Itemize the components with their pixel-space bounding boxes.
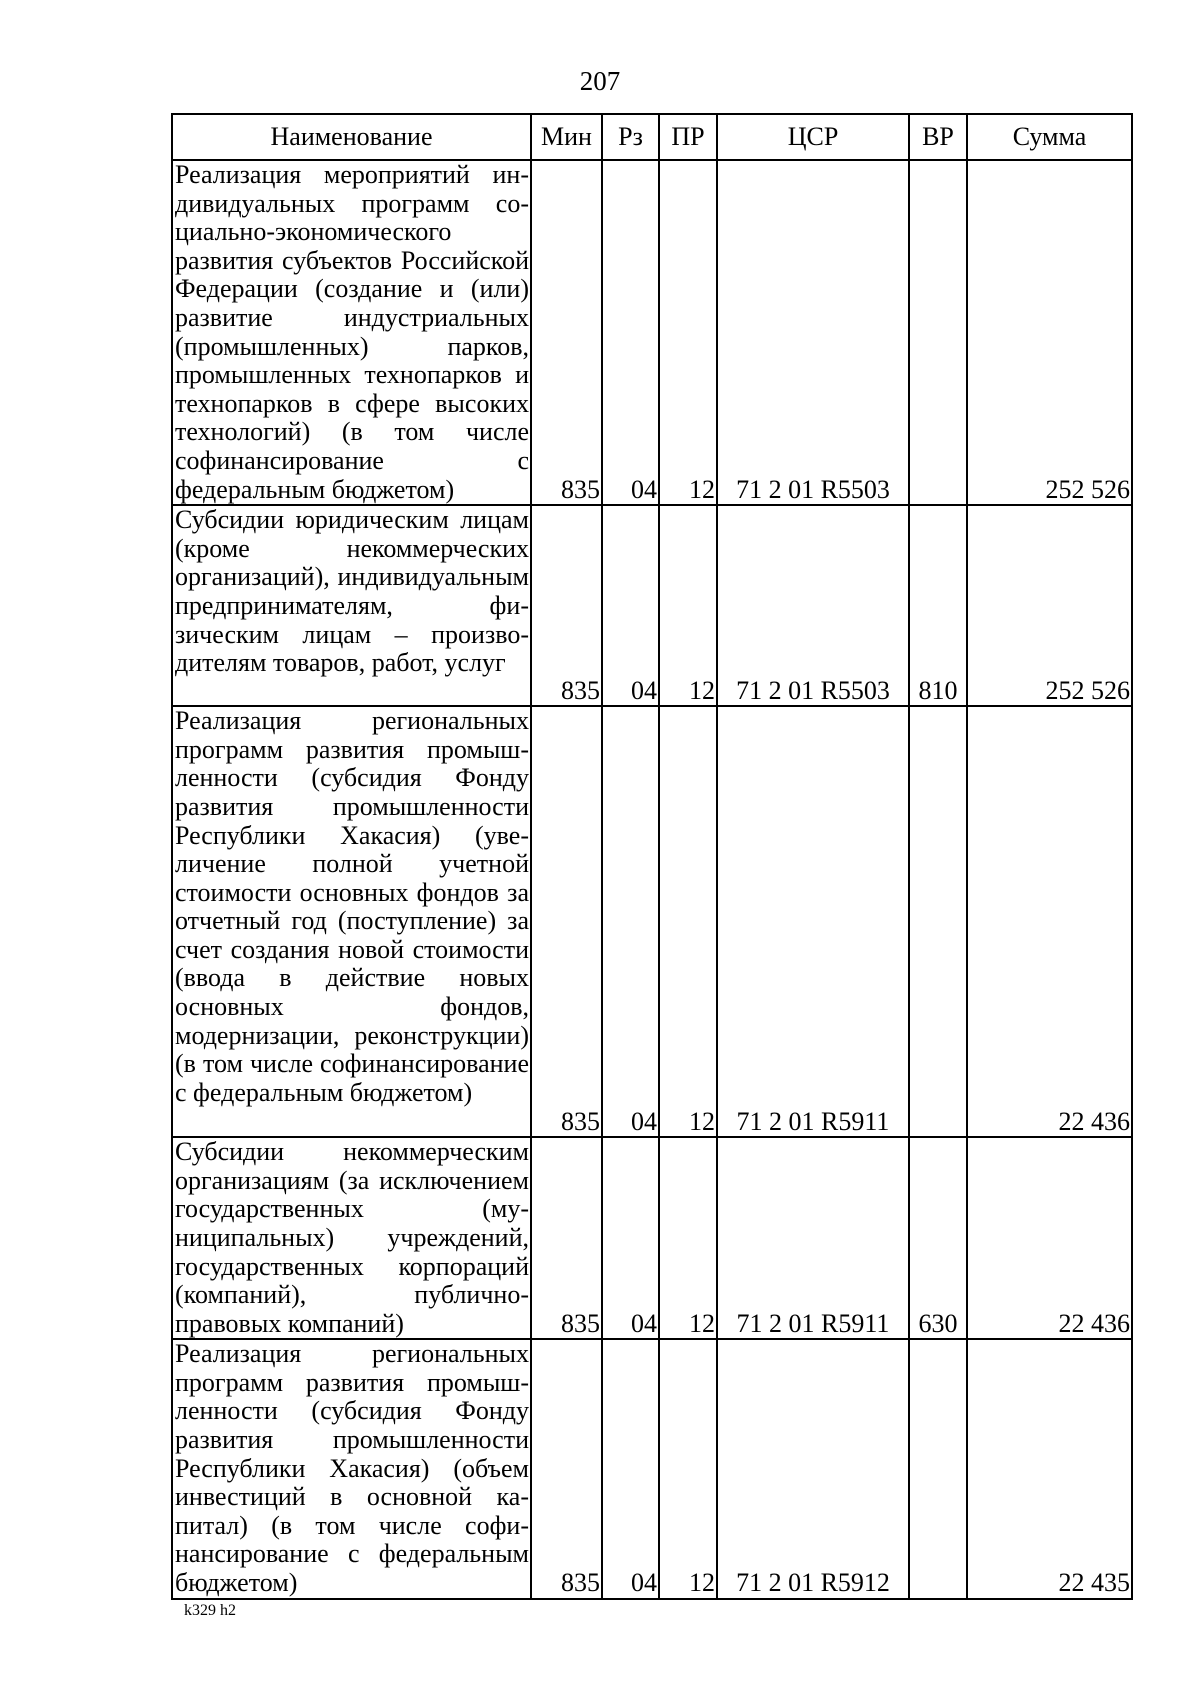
row-rz: 04	[602, 1339, 659, 1598]
table-row	[172, 1137, 1132, 1339]
row-vr: 810	[909, 505, 967, 706]
row-vr: 630	[909, 1137, 967, 1339]
table-header-row	[172, 114, 1132, 160]
row-pr: 12	[659, 1137, 717, 1339]
row-sum: 252 526	[967, 505, 1132, 706]
row-name: Реализация региональных программ развития промышленности (субсидия Фонду развития промышленности Республики Хакасия) (увеличение полной учетной стоимости основных фондов за отчетный год (поступление) за счет создания новой стоимости (ввода в действие новых основных фондов, модернизации, реконструкции) (в том числе софинансирование с федеральным бюджетом)	[172, 706, 531, 1137]
row-sum: 22 435	[967, 1339, 1132, 1598]
table-row	[172, 505, 1132, 706]
document-code: k329 h2	[184, 1602, 236, 1619]
row-pr: 12	[659, 160, 717, 505]
row-sum: 22 436	[967, 1137, 1132, 1339]
row-csr: 71 2 01 R5503	[717, 505, 909, 706]
row-name: Субсидии некоммерческим организациям (за исключением государственных (муниципальных) учреждений, государственных корпораций (компаний), публично-правовых компаний)	[172, 1137, 531, 1339]
row-vr	[909, 706, 967, 1137]
row-sum: 252 526	[967, 160, 1132, 505]
row-min: 835	[531, 1137, 602, 1339]
header-rz: Рз	[602, 114, 659, 160]
row-min: 835	[531, 706, 602, 1137]
row-pr: 12	[659, 505, 717, 706]
header-min: Мин	[531, 114, 602, 160]
row-pr: 12	[659, 1339, 717, 1598]
row-min: 835	[531, 505, 602, 706]
row-name: Реализация региональных программ развития промышленности (субсидия Фонду развития промышленности Республики Хакасия) (объем инвестиций в основной капитал) (в том числе софинансирование с федеральным бюджетом)	[172, 1339, 531, 1598]
row-rz: 04	[602, 505, 659, 706]
row-min: 835	[531, 160, 602, 505]
header-name: Наименование	[172, 114, 531, 160]
row-csr: 71 2 01 R5911	[717, 706, 909, 1137]
row-csr: 71 2 01 R5503	[717, 160, 909, 505]
header-pr: ПР	[659, 114, 717, 160]
row-vr	[909, 1339, 967, 1598]
row-name: Реализация мероприятий индивидуальных программ социально-экономического развития субъектов Российской Федерации (создание и (или) развитие индустриальных (промышленных) парков, промышленных технопарков и технопарков в сфере высоких технологий) (в том числе софинансирование с федеральным бюджетом)	[172, 160, 531, 505]
page-number: 207	[579, 66, 621, 96]
row-vr	[909, 160, 967, 505]
row-csr: 71 2 01 R5911	[717, 1137, 909, 1339]
table-row	[172, 1339, 1132, 1598]
row-rz: 04	[602, 1137, 659, 1339]
row-rz: 04	[602, 706, 659, 1137]
table-row	[172, 706, 1132, 1137]
header-vr: ВР	[909, 114, 967, 160]
row-rz: 04	[602, 160, 659, 505]
budget-table	[171, 113, 1133, 1600]
row-csr: 71 2 01 R5912	[717, 1339, 909, 1598]
row-pr: 12	[659, 706, 717, 1137]
row-min: 835	[531, 1339, 602, 1598]
row-sum: 22 436	[967, 706, 1132, 1137]
header-sum: Сумма	[967, 114, 1132, 160]
table-row	[172, 160, 1132, 505]
row-name: Субсидии юридическим лицам (кроме некоммерческих организаций), индивидуальным предпринимателям, физическим лицам – производителям товаров, работ, услуг	[172, 505, 531, 706]
header-csr: ЦСР	[717, 114, 909, 160]
